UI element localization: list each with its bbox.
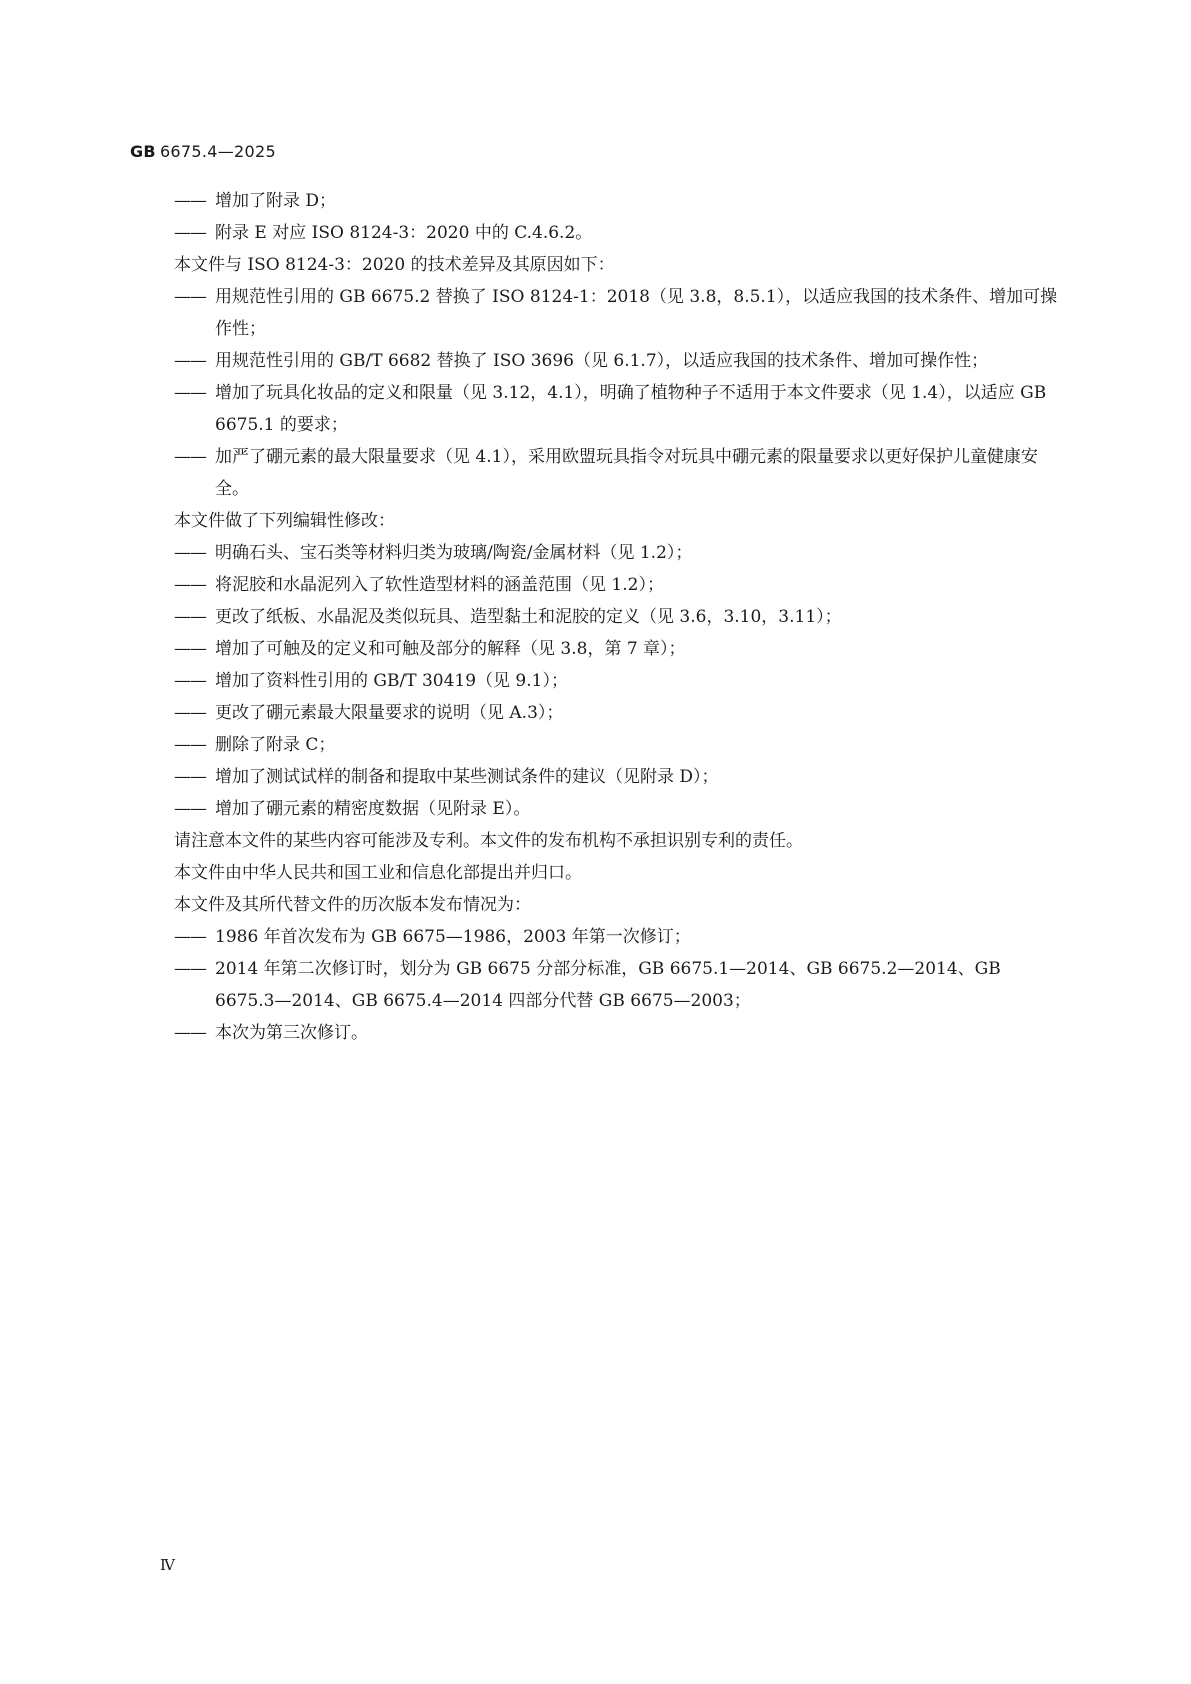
- list-dash: ——: [174, 543, 206, 563]
- list-dash: ——: [174, 1023, 206, 1043]
- list-item: [174, 281, 1059, 345]
- header-prefix: GB: [130, 142, 156, 161]
- page-number: Ⅳ: [160, 1556, 175, 1574]
- paragraph: 本文件及其所代替文件的历次版本发布情况为：: [174, 895, 531, 915]
- list-item-text: 本次为第三次修订。: [215, 1023, 368, 1043]
- list-item-text: 增加了玩具化妆品的定义和限量（见 3.12，4.1），明确了植物种子不适用于本文件要求（见 1.4），以适应 GB 6675.1 的要求；: [215, 383, 1047, 435]
- list-item: [174, 729, 1059, 761]
- paragraph: 本文件做了下列编辑性修改：: [174, 511, 395, 531]
- list-dash: ——: [174, 703, 206, 723]
- list-item: [174, 793, 1059, 825]
- list-dash: ——: [174, 575, 206, 595]
- list-item: [174, 633, 1059, 665]
- list-item: [174, 345, 1059, 377]
- list-item: [174, 761, 1059, 793]
- list-dash: ——: [174, 799, 206, 819]
- list-item-text: 将泥胶和水晶泥列入了软性造型材料的涵盖范围（见 1.2）；: [215, 575, 664, 595]
- list-item-text: 用规范性引用的 GB/T 6682 替换了 ISO 3696（见 6.1.7），以适应我国的技术条件、增加可操作性；: [215, 351, 989, 371]
- list-dash: ——: [174, 767, 206, 787]
- list-dash: ——: [174, 671, 206, 691]
- list-dash: ——: [174, 639, 206, 659]
- document-header: [130, 142, 276, 161]
- list-dash: ——: [174, 287, 206, 307]
- paragraph: 本文件由中华人民共和国工业和信息化部提出并归口。: [174, 863, 582, 883]
- list-dash: ——: [174, 223, 206, 243]
- list-item: [174, 697, 1059, 729]
- list-item-text: 增加了测试试样的制备和提取中某些测试条件的建议（见附录 D）；: [215, 767, 719, 787]
- list-dash: ——: [174, 447, 206, 467]
- list-dash: ——: [174, 351, 206, 371]
- list-dash: ——: [174, 735, 206, 755]
- list-item: [174, 377, 1059, 441]
- list-dash: ——: [174, 959, 206, 979]
- list-item: [174, 217, 1059, 249]
- list-item: [174, 441, 1059, 505]
- list-item: [174, 953, 1059, 1017]
- list-item: [174, 537, 1059, 569]
- paragraph: 本文件与 ISO 8124-3：2020 的技术差异及其原因如下：: [174, 255, 615, 275]
- list-item: [174, 185, 1059, 217]
- list-item: [174, 569, 1059, 601]
- list-item-text: 1986 年首次发布为 GB 6675—1986，2003 年第一次修订；: [215, 927, 691, 947]
- list-item-text: 增加了附录 D；: [215, 191, 337, 211]
- list-item: [174, 921, 1059, 953]
- list-item-text: 增加了资料性引用的 GB/T 30419（见 9.1）；: [215, 671, 568, 691]
- list-dash: ——: [174, 927, 206, 947]
- list-item-text: 更改了硼元素最大限量要求的说明（见 A.3）；: [215, 703, 564, 723]
- list-item-text: 增加了硼元素的精密度数据（见附录 E）。: [215, 799, 531, 819]
- list-item-text: 2014 年第二次修订时，划分为 GB 6675 分部分标准，GB 6675.1—2014、GB 6675.2—2014、GB 6675.3—2014、GB 6675.4—2014 四部分代替 GB 6675—2003；: [215, 959, 1001, 1011]
- list-item-text: 明确石头、宝石类等材料归类为玻璃/陶瓷/金属材料（见 1.2）；: [215, 543, 693, 563]
- list-item-text: 增加了可触及的定义和可触及部分的解释（见 3.8，第 7 章）；: [215, 639, 686, 659]
- list-item-text: 更改了纸板、水晶泥及类似玩具、造型黏土和泥胶的定义（见 3.6，3.10，3.11）；: [215, 607, 842, 627]
- list-dash: ——: [174, 607, 206, 627]
- list-item-text: 删除了附录 C；: [215, 735, 336, 755]
- list-item: [174, 665, 1059, 697]
- list-dash: ——: [174, 191, 206, 211]
- list-item: [174, 1017, 1059, 1049]
- list-item: [174, 601, 1059, 633]
- header-code: 6675.4—2025: [159, 142, 276, 161]
- paragraph: 请注意本文件的某些内容可能涉及专利。本文件的发布机构不承担识别专利的责任。: [174, 831, 803, 851]
- list-item-text: 加严了硼元素的最大限量要求（见 4.1），采用欧盟玩具指令对玩具中硼元素的限量要求以更好保护儿童健康安全。: [215, 447, 1038, 499]
- foreword-body: [174, 185, 1059, 1049]
- list-item-text: 用规范性引用的 GB 6675.2 替换了 ISO 8124-1：2018（见 3.8，8.5.1），以适应我国的技术条件、增加可操作性；: [215, 287, 1058, 339]
- list-item-text: 附录 E 对应 ISO 8124-3：2020 中的 C.4.6.2。: [215, 223, 593, 243]
- list-dash: ——: [174, 383, 206, 403]
